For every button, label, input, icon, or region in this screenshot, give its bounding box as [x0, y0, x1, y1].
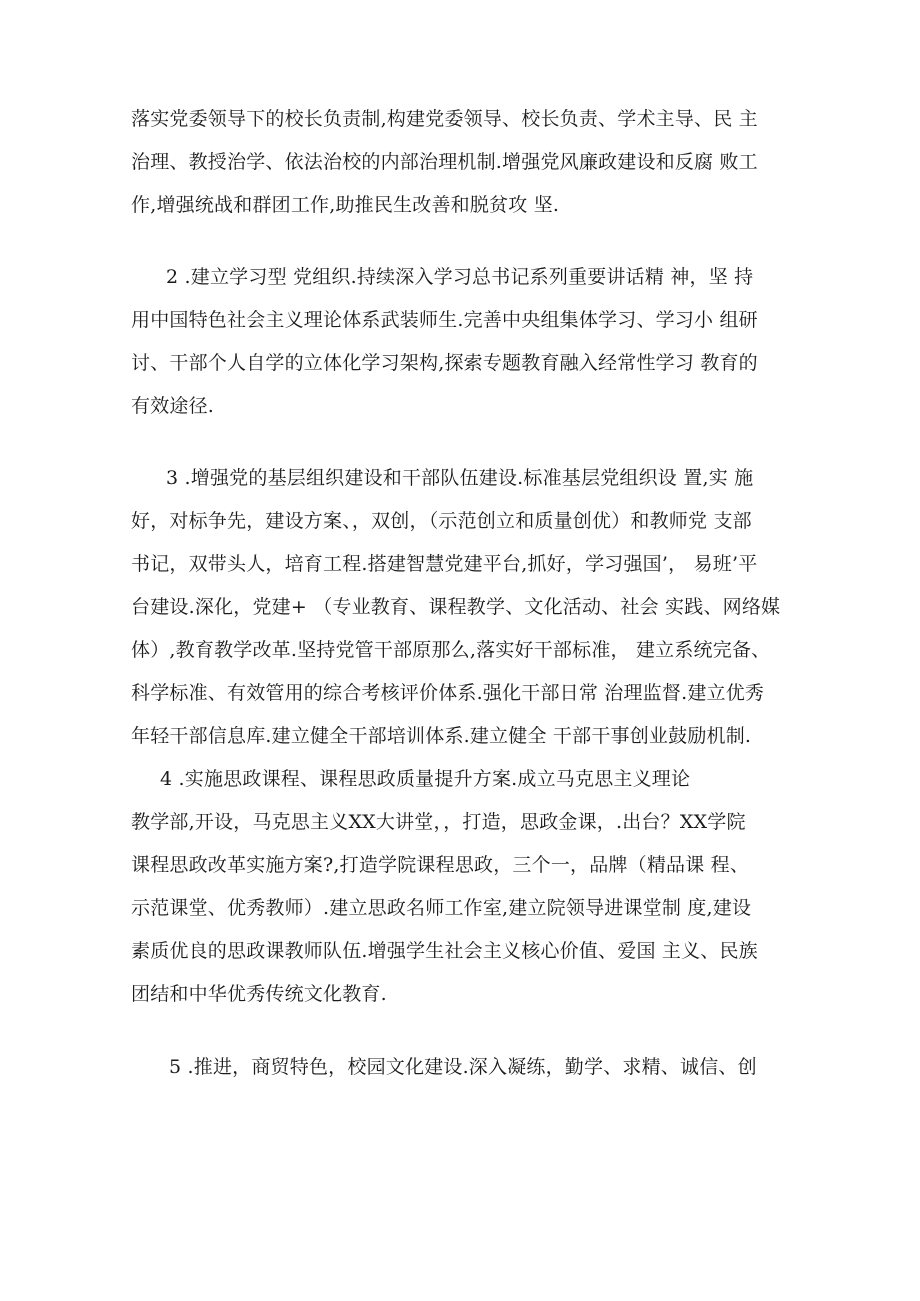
- text-line: 讨、干部个人自学的立体化学习架构,探索专题教育融入经常性学习 教育的: [131, 352, 758, 374]
- text-line: 落实党委领导下的校长负责制,构建党委领导、校长负责、学术主导、民 主: [131, 108, 758, 130]
- text-line: 用中国特色社会主义理论体系武装师生.完善中央组集体学习、学习小 组研: [131, 309, 758, 331]
- text-line: 书记，双带头人，培育工程.搭建智慧党建平台,抓好，学习强国’， 易班’平: [131, 553, 758, 575]
- text-line: 科学标准、有效管用的综合考核评价体系.强化干部日常 治理监督.建立优秀: [131, 682, 765, 704]
- text-line: 教学部,开设，马克思主义XX大讲堂，，打造，思政金课，.出台？XX学院: [131, 811, 746, 833]
- text-line: 课程思政改革实施方案?,打造学院课程思政，三个一，品牌（精品课 程、: [131, 854, 750, 876]
- text-line: 示范课堂、优秀教师）.建立思政名师工作室,建立院领导进课堂制 度,建设: [131, 897, 752, 919]
- text-line: 好，对标争先，建设方案、，双创，（示范创立和质量创优）和教师党 支部: [131, 510, 752, 532]
- text-line: 5 .推进，商贸特色，校园文化建设.深入凝练，勤学、求精、诚信、创: [169, 1056, 757, 1078]
- text-line: 体）,教育教学改革.坚持党管干部原那么,落实好干部标准， 建立系统完备、: [131, 639, 771, 661]
- text-line: 素质优良的思政课教师队伍.增强学生社会主义核心价值、爱国 主义、民族: [131, 940, 758, 962]
- text-line: 年轻干部信息库.建立健全干部培训体系.建立健全 干部干事创业鼓励机制.: [131, 725, 752, 747]
- text-line: 3 .增强党的基层组织建设和干部队伍建设.标准基层党组织设 置,实 施: [166, 467, 754, 489]
- text-line: 作,增强统战和群团工作,助推民生改善和脱贫攻 坚.: [131, 194, 560, 216]
- text-line: 台建设.深化，党建+ （专业教育、课程教学、文化活动、社会 实践、网络媒: [131, 596, 781, 618]
- text-line: 团结和中华优秀传统文化教育.: [131, 983, 387, 1005]
- text-line: 治理、教授治学、依法治校的内部治理机制.增强党风廉政建设和反腐 败工: [131, 151, 758, 173]
- text-line: 有效途径.: [131, 395, 215, 417]
- text-line: 4 .实施思政课程、课程思政质量提升方案.成立马克思主义理论: [160, 768, 691, 790]
- text-line: 2 .建立学习型 党组织.持续深入学习总书记系列重要讲话精 神，坚 持: [166, 266, 754, 288]
